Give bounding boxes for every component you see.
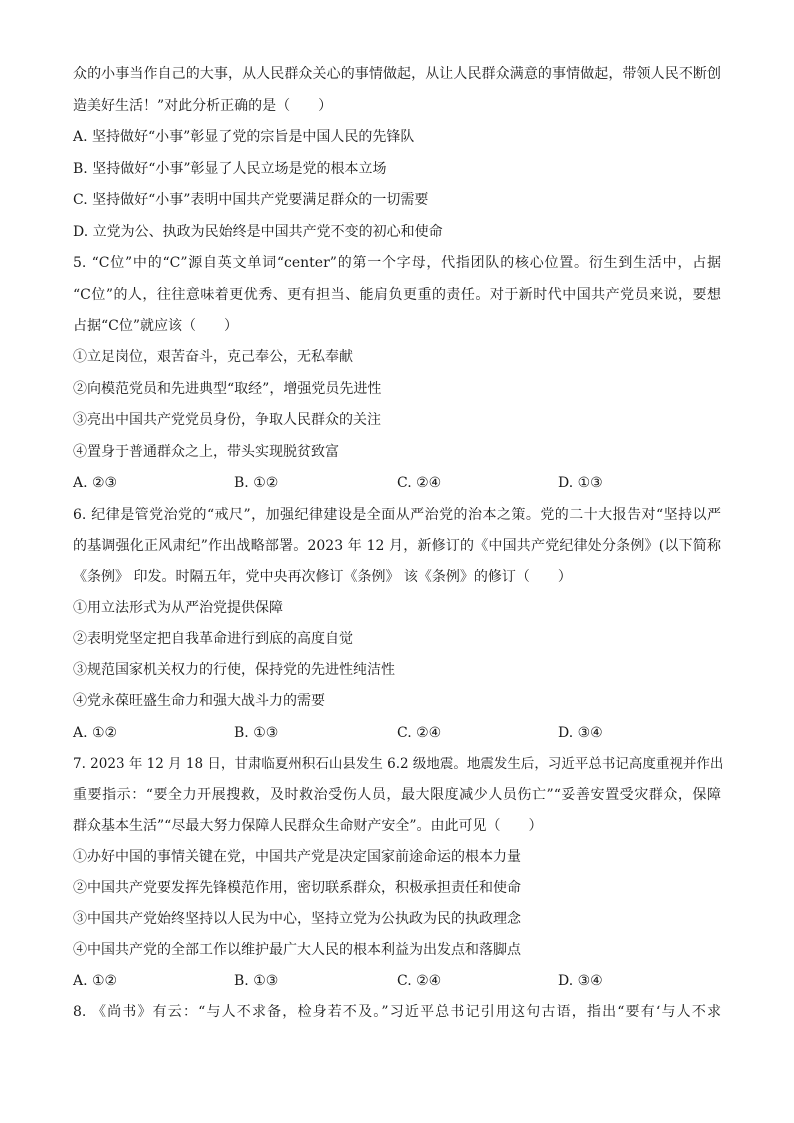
q5-choice-b: B. ①② bbox=[234, 475, 279, 491]
q5-item-3: ③亮出中国共产党党员身份，争取人民群众的关注 bbox=[73, 412, 381, 428]
q6-item-3: ③规范国家机关权力的行使，保持党的先进性纯洁性 bbox=[73, 662, 395, 678]
q6-stem-line-2: 的基调强化正风肃纪”作出战略部署。2023 年 12 月，新修订的《中国共产党纪律处分条例》(以下简称 bbox=[73, 538, 721, 554]
q5-choice-d: D. ①③ bbox=[558, 475, 603, 491]
q4-option-c: C. 坚持做好“小事”表明中国共产党要满足群众的一切需要 bbox=[73, 192, 429, 208]
q7-stem-line-2: 重要指示：“要全力开展搜救，及时救治受伤人员，最大限度减少人员伤亡”“妥善安置受灾群众，保障 bbox=[73, 787, 721, 803]
q7-item-2: ②中国共产党要发挥先锋模范作用，密切联系群众，积极承担责任和使命 bbox=[73, 880, 521, 896]
q8-stem-line-1: 8. 《尚书》有云：“与人不求备，检身若不及。”习近平总书记引用这句古语，指出“要有‘与人不求 bbox=[73, 1004, 721, 1020]
q6-choice-c: C. ②④ bbox=[397, 725, 442, 741]
q7-stem-line-3: 群众基本生活”“尽最大努力保障人民群众生命财产安全”。由此可见（ ） bbox=[73, 818, 543, 834]
q5-stem-line-3: 占据“C位”就应该（ ） bbox=[73, 318, 239, 334]
q5-choice-a: A. ②③ bbox=[73, 475, 118, 491]
q4-stem-line-2: 造美好生活！”对此分析正确的是（ ） bbox=[73, 98, 333, 114]
q7-choice-d: D. ③④ bbox=[558, 973, 603, 989]
q6-choice-b: B. ①③ bbox=[234, 725, 279, 741]
q7-choice-c: C. ②④ bbox=[397, 973, 442, 989]
q4-stem-line-1: 众的小事当作自己的大事，从人民群众关心的事情做起，从让人民群众满意的事情做起，带领人民不断创 bbox=[73, 66, 721, 82]
q7-stem-line-1: 7. 2023 年 12 月 18 日，甘肃临夏州积石山县发生 6.2 级地震。地震发生后，习近平总书记高度重视并作出 bbox=[73, 756, 724, 772]
q4-option-d: D. 立党为公、执政为民始终是中国共产党不变的初心和使命 bbox=[73, 224, 443, 240]
q5-choice-c: C. ②④ bbox=[397, 475, 442, 491]
q4-option-a: A. 坚持做好“小事”彰显了党的宗旨是中国人民的先锋队 bbox=[73, 129, 415, 145]
q5-item-4: ④置身于普通群众之上，带头实现脱贫致富 bbox=[73, 444, 339, 460]
q6-choice-a: A. ①② bbox=[73, 725, 118, 741]
q6-item-1: ①用立法形式为从严治党提供保障 bbox=[73, 600, 283, 616]
q6-item-4: ④党永葆旺盛生命力和强大战斗力的需要 bbox=[73, 693, 325, 709]
q5-stem-line-2: “C位”的人，往往意味着更优秀、更有担当、能肩负更重的责任。对于新时代中国共产党员来说，要想 bbox=[73, 287, 721, 303]
q7-item-3: ③中国共产党始终坚持以人民为中心，坚持立党为公执政为民的执政理念 bbox=[73, 911, 521, 927]
q5-item-1: ①立足岗位，艰苦奋斗，克己奉公，无私奉献 bbox=[73, 349, 353, 365]
q7-item-1: ①办好中国的事情关键在党，中国共产党是决定国家前途命运的根本力量 bbox=[73, 849, 521, 865]
q6-choice-d: D. ③④ bbox=[558, 725, 603, 741]
q5-stem-line-1: 5. “C位”中的“C”源自英文单词“center”的第一个字母，代指团队的核心位置。衍生到生活中，占据 bbox=[73, 255, 721, 271]
q4-option-b: B. 坚持做好“小事”彰显了人民立场是党的根本立场 bbox=[73, 161, 387, 177]
q6-stem-line-1: 6. 纪律是管党治党的“戒尺”，加强纪律建设是全面从严治党的治本之策。党的二十大报告对“坚持以严 bbox=[73, 507, 721, 523]
q5-item-2: ②向模范党员和先进典型“取经”，增强党员先进性 bbox=[73, 381, 382, 397]
q6-stem-line-3: 《条例》 印发。时隔五年，党中央再次修订《条例》 该《条例》的修订（ ） bbox=[73, 569, 572, 585]
q7-choice-a: A. ①② bbox=[73, 973, 118, 989]
q7-choice-b: B. ①③ bbox=[234, 973, 279, 989]
q7-item-4: ④中国共产党的全部工作以维护最广大人民的根本利益为出发点和落脚点 bbox=[73, 942, 521, 958]
q6-item-2: ②表明党坚定把自我革命进行到底的高度自觉 bbox=[73, 631, 353, 647]
